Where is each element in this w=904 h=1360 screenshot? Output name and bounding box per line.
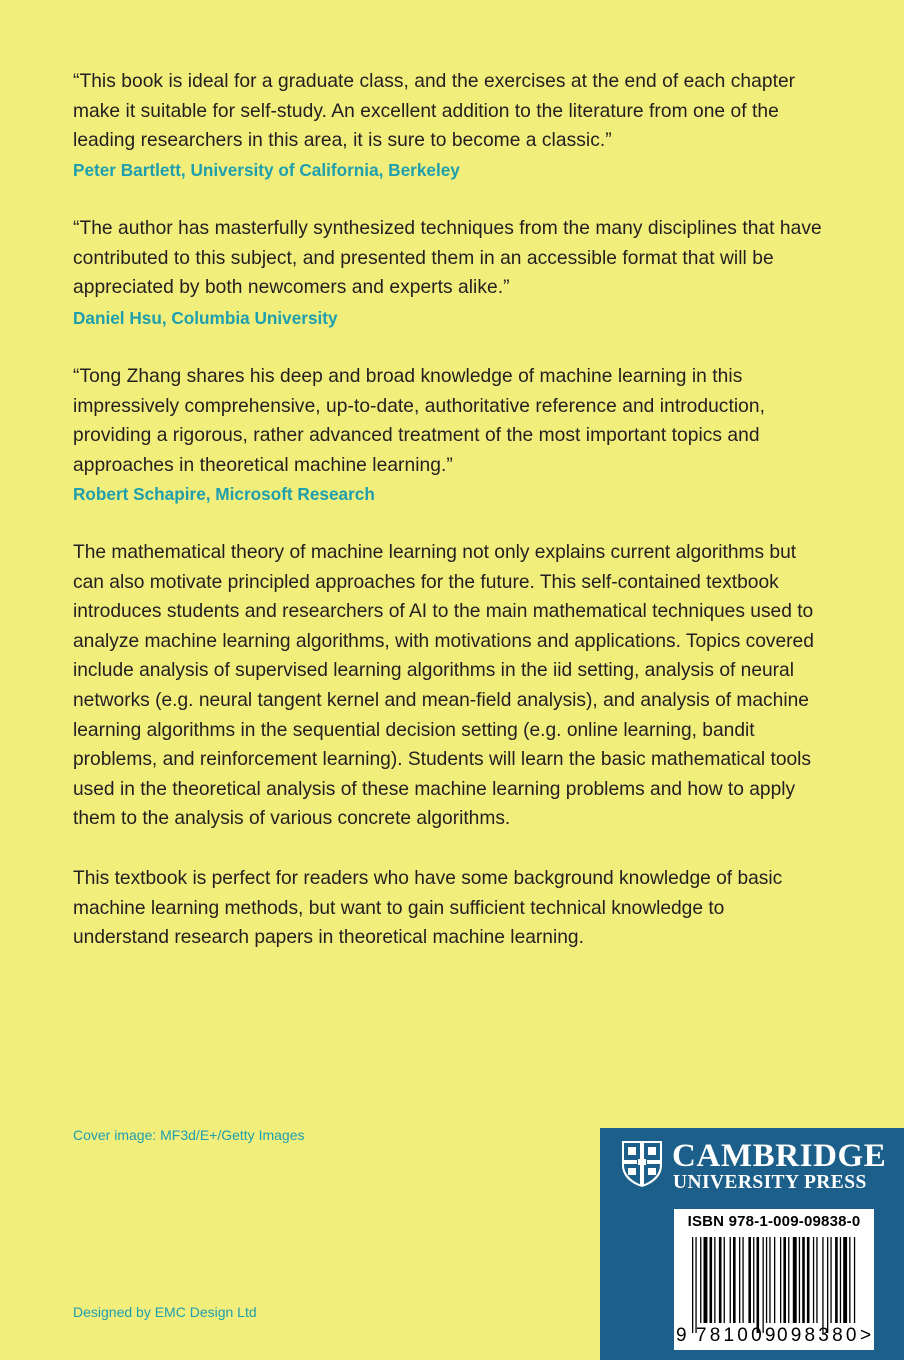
barcode-bar	[692, 1237, 693, 1333]
barcode-bar	[748, 1237, 751, 1323]
barcode-bar	[733, 1237, 736, 1323]
quote-2-attribution: Daniel Hsu, Columbia University	[73, 308, 338, 328]
isbn-number: ISBN 978-1-009-09838-0	[687, 1213, 861, 1230]
cambridge-crest-icon	[620, 1139, 664, 1189]
designer-credit: Designed by EMC Design Ltd	[73, 1304, 257, 1320]
quote-line: contributed to this subject, and presented them in an accessible format that will be	[73, 247, 774, 269]
audience-line: This textbook is perfect for readers who have some background knowledge of basic	[73, 868, 783, 889]
barcode-bar	[783, 1237, 786, 1323]
barcode-bar	[724, 1237, 725, 1323]
quote-1-attribution: Peter Bartlett, University of California, Berkeley	[73, 160, 460, 180]
description-line: The mathematical theory of machine learning not only explains current algorithms but	[73, 542, 797, 563]
barcode-right-group: 098380	[777, 1325, 860, 1346]
quote-line: leading researchers in this area, it is sure to become a classic.”	[73, 130, 612, 152]
cover-image-credit: Cover image: MF3d/E+/Getty Images	[73, 1127, 305, 1143]
barcode-end-mark: >	[860, 1325, 872, 1346]
quote-line: providing a rigorous, rather advanced treatment of the most important topics and	[73, 425, 760, 447]
barcode-bar	[774, 1237, 775, 1323]
quote-line: impressively comprehensive, up-to-date, authoritative reference and introduction,	[73, 395, 765, 417]
description-line: can also motivate principled approaches for the future. This self-contained textbook	[73, 571, 779, 593]
description-line: networks (e.g. neural tangent kernel and mean-field analysis), and analysis of machine	[73, 689, 809, 711]
barcode-bar	[816, 1237, 817, 1323]
quote-3	[73, 362, 873, 480]
barcode-bar	[854, 1237, 855, 1323]
quote-line: appreciated by both newcomers and experts alike.”	[73, 277, 510, 299]
barcode-panel	[674, 1209, 874, 1350]
barcode-bar	[710, 1237, 713, 1323]
barcode-bar	[780, 1237, 781, 1323]
publisher-name: CAMBRIDGE	[672, 1138, 887, 1174]
description-line: include analysis of supervised learning algorithms in the iid setting, analysis of neural	[73, 660, 794, 682]
audience-line: understand research papers in theoretical machine learning.	[73, 927, 584, 949]
quote-line: make it suitable for self-study. An excellent addition to the literature from one of the	[73, 100, 779, 122]
barcode-bar	[822, 1237, 823, 1333]
barcode-bar	[830, 1237, 831, 1323]
audience-paragraph	[73, 864, 883, 953]
barcode-bar	[695, 1237, 696, 1333]
barcode-bar	[766, 1237, 767, 1323]
quote-2	[73, 214, 873, 303]
quote-line: “This book is ideal for a graduate class, and the exercises at the end of each chapter	[73, 71, 796, 92]
barcode-bar	[757, 1237, 760, 1333]
book-description	[73, 538, 883, 834]
barcode-bar	[730, 1237, 731, 1323]
barcode-bar	[807, 1237, 810, 1323]
barcode-bar	[813, 1237, 814, 1323]
barcode-bar	[835, 1237, 838, 1323]
quote-1	[73, 67, 873, 156]
description-line: used in the theoretical analysis of these machine learning problems and how to apply	[73, 778, 796, 800]
publisher-panel	[600, 1128, 904, 1360]
barcode-lead-digit: 9	[676, 1325, 687, 1346]
barcode-bar	[704, 1237, 708, 1323]
barcode-bar	[742, 1237, 743, 1323]
description-line: them to the analysis of various concrete algorithms.	[73, 808, 511, 830]
description-line: introduces students and researchers of AI to the main mathematical techniques used to	[73, 601, 814, 623]
barcode-bar	[840, 1237, 841, 1323]
barcode-bar	[763, 1237, 764, 1333]
barcode-bar	[827, 1237, 828, 1333]
barcode-bar	[714, 1237, 715, 1323]
quote-line: “The author has masterfully synthesized techniques from the many disciplines that have	[73, 218, 822, 239]
barcode-bar	[799, 1237, 800, 1323]
description-line: problems, and reinforcement learning). Students will learn the basic mathematical tools	[73, 749, 812, 771]
barcode-bar	[788, 1237, 789, 1323]
description-line: learning algorithms in the sequential decision setting (e.g. online learning, bandit	[73, 719, 755, 741]
description-line: analyze machine learning algorithms, with motivations and applications. Topics covered	[73, 630, 814, 652]
barcode-bar	[849, 1237, 850, 1323]
barcode-bar	[793, 1237, 797, 1323]
publisher-subtitle: UNIVERSITY PRESS	[673, 1172, 867, 1193]
barcode-bar	[769, 1237, 770, 1323]
quote-3-attribution: Robert Schapire, Microsoft Research	[73, 484, 375, 504]
quote-line: approaches in theoretical machine learning.”	[73, 454, 453, 476]
barcode-bar	[843, 1237, 847, 1323]
barcode-bar	[802, 1237, 805, 1323]
barcode-bar	[700, 1237, 701, 1323]
barcode-bar	[719, 1237, 722, 1323]
audience-line: machine learning methods, but want to gain sufficient technical knowledge to	[73, 897, 725, 919]
barcode-bar	[753, 1237, 754, 1323]
barcode-bar	[739, 1237, 740, 1323]
quote-line: “Tong Zhang shares his deep and broad knowledge of machine learning in this	[73, 366, 743, 387]
barcode-left-group: 781009	[696, 1325, 779, 1346]
